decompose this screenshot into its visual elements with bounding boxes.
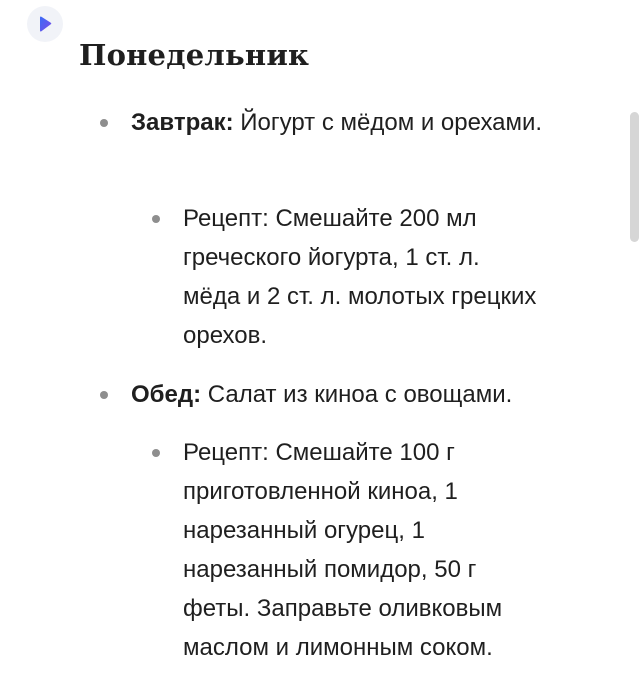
- recipe-line: нарезанный помидор, 50 г: [183, 556, 477, 583]
- meal-text: [131, 375, 571, 414]
- recipe-item-breakfast: [183, 199, 623, 355]
- recipe-line: Рецепт: Смешайте 100 г: [183, 439, 455, 466]
- recipe-line: Рецепт: Смешайте 200 мл: [183, 205, 477, 232]
- bullet-icon: [100, 119, 108, 127]
- recipe-line: маслом и лимонным соком.: [183, 634, 493, 661]
- meal-description: Йогурт с мёдом и орехами.: [233, 109, 543, 136]
- meal-label: Завтрак:: [131, 109, 234, 136]
- meal-item-breakfast: [131, 103, 571, 142]
- bullet-icon: [152, 449, 160, 457]
- meal-item-lunch: [131, 375, 571, 414]
- recipe-line: феты. Заправьте оливковым: [183, 595, 503, 622]
- meal-description: Салат из киноа с овощами.: [201, 381, 513, 408]
- bullet-icon: [100, 391, 108, 399]
- recipe-line: греческого йогурта, 1 ст. л.: [183, 244, 480, 271]
- section-heading: Понедельник: [79, 38, 310, 72]
- meal-label: Обед:: [131, 381, 202, 408]
- recipe-line: приготовленной киноа, 1: [183, 478, 458, 505]
- scrollbar-thumb[interactable]: [630, 112, 639, 242]
- recipe-item-lunch: [183, 433, 623, 667]
- recipe-line: мёда и 2 ст. л. молотых грецких: [183, 283, 537, 310]
- meal-text: [131, 103, 571, 142]
- bullet-icon: [152, 215, 160, 223]
- recipe-line: нарезанный огурец, 1: [183, 517, 425, 544]
- recipe-line: орехов.: [183, 322, 268, 349]
